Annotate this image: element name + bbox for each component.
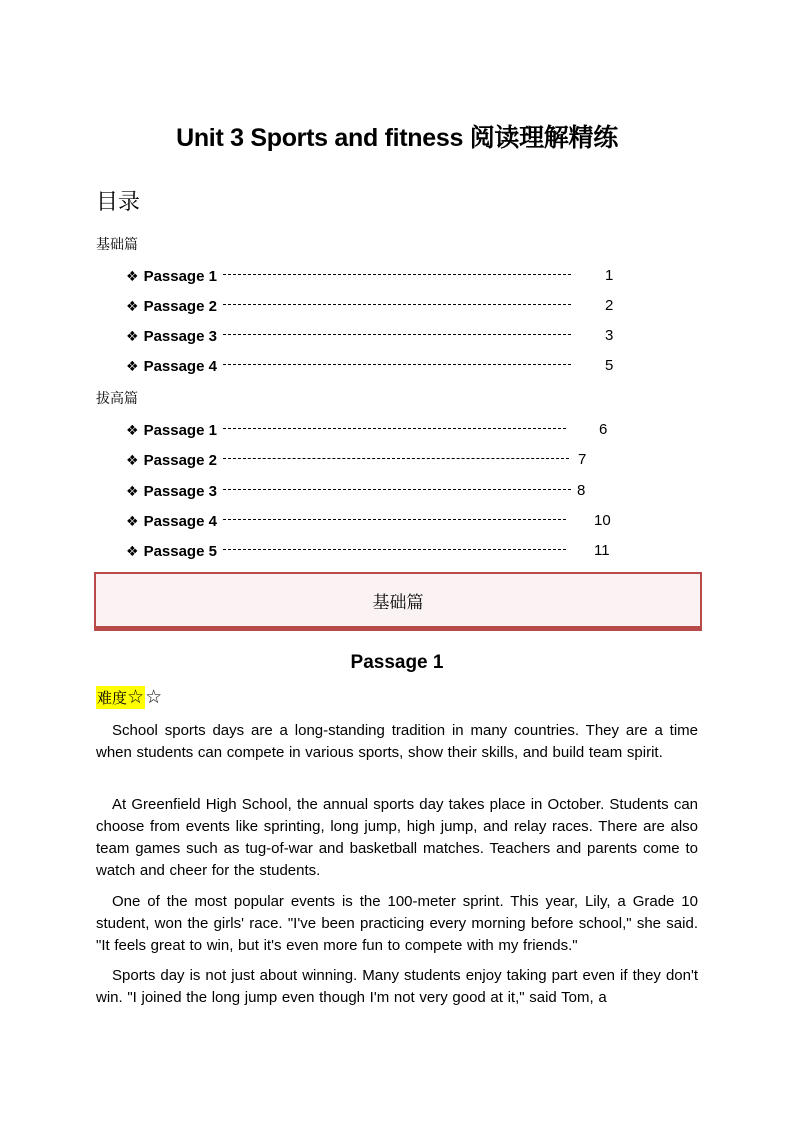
diamond-bullet-icon: ❖ xyxy=(126,268,139,284)
dotted-leader xyxy=(223,364,571,366)
toc-entry[interactable] xyxy=(126,511,611,531)
passage-paragraph: Sports day is not just about winning. Many students enjoy taking part even if they don't win. "I joined the long jump even though I'm not very good at it," said Tom, a xyxy=(96,967,698,1006)
dotted-leader xyxy=(223,489,571,491)
toc-entry-label: Passage 2 xyxy=(143,452,217,469)
toc-entry[interactable] xyxy=(126,356,614,376)
toc-entry-label: Passage 5 xyxy=(143,543,217,560)
toc-entry-label: Passage 3 xyxy=(143,328,217,345)
diamond-bullet-icon: ❖ xyxy=(126,483,139,499)
passage-title: Passage 1 xyxy=(350,652,444,673)
diamond-bullet-icon: ❖ xyxy=(126,298,139,314)
toc-entry-page: 11 xyxy=(594,542,610,559)
section-banner-label: 基础篇 xyxy=(372,592,424,612)
toc-entry-label: Passage 4 xyxy=(143,358,217,375)
diamond-bullet-icon: ❖ xyxy=(126,358,139,374)
dotted-leader xyxy=(223,519,566,521)
toc-entry[interactable] xyxy=(126,326,614,346)
diamond-bullet-icon: ❖ xyxy=(126,422,139,438)
difficulty-rating xyxy=(96,685,162,709)
toc-entry-label: Passage 4 xyxy=(143,513,217,530)
toc-entry-label: Passage 1 xyxy=(143,422,217,439)
toc-section-label-basic: 基础篇 xyxy=(96,236,138,252)
dotted-leader xyxy=(223,428,566,430)
passage-paragraph: One of the most popular events is the 100-meter sprint. This year, Lily, a Grade 10 student, won the girls' race. "I've been practicing every morning before school," she said. "It feels great to win, but it's even more fun to compete with my friends." xyxy=(96,893,698,954)
toc-entry[interactable] xyxy=(126,266,614,286)
star-outline-icon: ☆ xyxy=(127,686,145,708)
toc-entry[interactable] xyxy=(126,541,610,561)
diamond-bullet-icon: ❖ xyxy=(126,452,139,468)
toc-entry-page: 6 xyxy=(599,421,608,438)
star-outline-icon: ☆ xyxy=(145,686,163,708)
dotted-leader xyxy=(223,304,571,306)
diamond-bullet-icon: ❖ xyxy=(126,513,139,529)
toc-entry-page: 1 xyxy=(605,267,614,284)
passage-paragraph: At Greenfield High School, the annual sports day takes place in October. Students can choose from events like sprinting, long jump, high jump, and relay races. There are also team games such as tug-of-war and basketball matches. Teachers and parents come to watch and cheer for the students. xyxy=(96,796,698,879)
difficulty-label: 难度 xyxy=(97,689,128,707)
toc-entry-label: Passage 2 xyxy=(143,298,217,315)
dotted-leader xyxy=(223,458,569,460)
toc-entry-page: 8 xyxy=(577,482,586,499)
dotted-leader xyxy=(223,274,571,276)
dotted-leader xyxy=(223,334,571,336)
passage-paragraph: School sports days are a long-standing tradition in many countries. They are a time when students can compete in various sports, show their skills, and build team spirit. xyxy=(96,722,698,761)
toc-heading: 目录 xyxy=(96,189,141,214)
document-title: Unit 3 Sports and fitness 阅读理解精练 xyxy=(176,124,618,152)
difficulty-highlight xyxy=(96,686,145,709)
section-banner xyxy=(94,572,702,631)
toc-entry[interactable] xyxy=(126,481,586,501)
diamond-bullet-icon: ❖ xyxy=(126,328,139,344)
dotted-leader xyxy=(223,549,566,551)
diamond-bullet-icon: ❖ xyxy=(126,543,139,559)
toc-entry-page: 3 xyxy=(605,327,614,344)
toc-entry-label: Passage 3 xyxy=(143,483,217,500)
toc-entry-label: Passage 1 xyxy=(143,268,217,285)
toc-entry-page: 10 xyxy=(594,512,611,529)
toc-entry[interactable] xyxy=(126,450,587,470)
toc-entry[interactable] xyxy=(126,420,608,440)
toc-entry-page: 5 xyxy=(605,357,614,374)
toc-entry[interactable] xyxy=(126,296,614,316)
toc-entry-page: 7 xyxy=(578,451,587,468)
toc-section-label-advanced: 拔高篇 xyxy=(96,390,138,406)
toc-entry-page: 2 xyxy=(605,297,614,314)
